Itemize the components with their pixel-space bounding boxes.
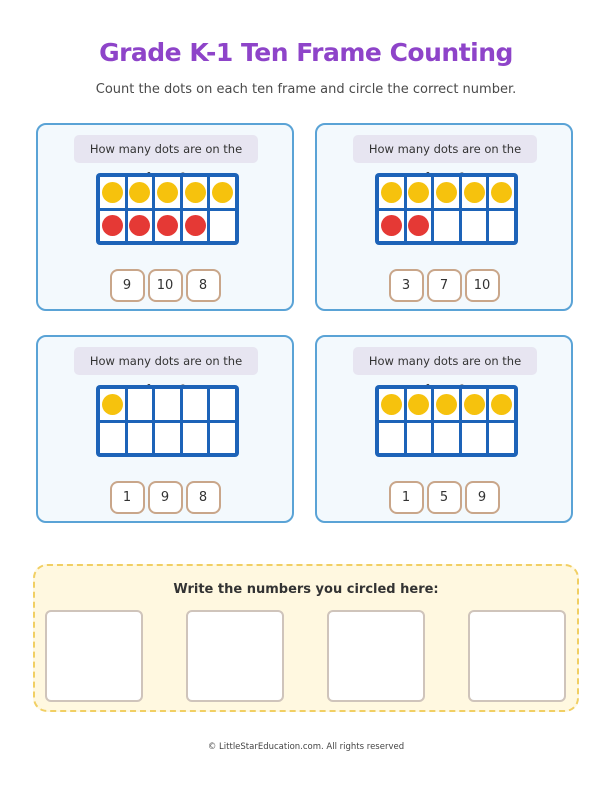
answer-choice[interactable]: 1 [389,481,424,514]
yellow-dot [102,394,123,415]
yellow-dot [381,394,402,415]
answer-choices [38,481,292,514]
yellow-dot [464,394,485,415]
ten-frame-cell [379,177,404,208]
yellow-dot [464,182,485,203]
red-dot [185,215,206,236]
ten-frame-cell [155,423,180,454]
answer-choice[interactable]: 3 [389,269,424,302]
yellow-dot [185,182,206,203]
ten-frame [375,173,518,245]
yellow-dot [212,182,233,203]
yellow-dot [491,182,512,203]
ten-frame-cell [462,423,487,454]
yellow-dot [436,394,457,415]
ten-frame-cell [128,389,153,420]
problem-card [36,335,294,523]
ten-frame-cell [183,211,208,242]
ten-frame-cell [434,389,459,420]
answer-slot-2[interactable] [186,610,284,702]
yellow-dot [436,182,457,203]
red-dot [381,215,402,236]
answer-choice[interactable]: 1 [110,481,145,514]
ten-frame-cell [407,423,432,454]
answer-choice[interactable]: 9 [465,481,500,514]
ten-frame-cell [407,211,432,242]
ten-frame [375,385,518,457]
ten-frame-cell [434,211,459,242]
ten-frame-cell [100,423,125,454]
red-dot [408,215,429,236]
ten-frame [96,385,239,457]
answer-section [33,564,579,712]
red-dot [157,215,178,236]
answer-choice[interactable]: 10 [465,269,500,302]
answer-slot-3[interactable] [327,610,425,702]
yellow-dot [491,394,512,415]
ten-frame-cell [155,389,180,420]
answer-choice[interactable]: 7 [427,269,462,302]
problem-card [315,335,573,523]
ten-frame-cell [434,177,459,208]
ten-frame-cell [462,177,487,208]
yellow-dot [381,182,402,203]
problem-question: How many dots are on the [74,347,258,375]
ten-frame-cell [210,211,235,242]
ten-frame-cell [128,177,153,208]
red-dot [102,215,123,236]
red-dot [129,215,150,236]
ten-frame-cell [100,177,125,208]
ten-frame-cell [489,423,514,454]
answer-choice[interactable]: 9 [110,269,145,302]
ten-frame [96,173,239,245]
page-subtitle: Count the dots on each ten frame and circle the correct number. [95,82,517,97]
yellow-dot [157,182,178,203]
answer-choices [317,269,571,302]
problem-card [36,123,294,311]
ten-frame-cell [210,423,235,454]
ten-frame-cell [489,389,514,420]
page-title: Grade K-1 Ten Frame Counting [99,38,513,67]
ten-frame-cell [155,211,180,242]
answer-choice[interactable]: 5 [427,481,462,514]
yellow-dot [129,182,150,203]
ten-frame-cell [379,423,404,454]
problem-question: How many dots are on the [353,135,537,163]
ten-frame-cell [407,389,432,420]
footer-copyright: © LittleStarEducation.com. All rights reserved [207,742,405,752]
ten-frame-cell [210,389,235,420]
ten-frame-cell [434,423,459,454]
answer-slot-4[interactable] [468,610,566,702]
problem-card [315,123,573,311]
answer-section-title: Write the numbers you circled here: [173,582,439,597]
answer-choice[interactable]: 8 [186,481,221,514]
answer-choices [317,481,571,514]
ten-frame-cell [462,211,487,242]
ten-frame-cell [100,211,125,242]
ten-frame-cell [489,211,514,242]
ten-frame-cell [155,177,180,208]
ten-frame-cell [183,389,208,420]
ten-frame-cell [210,177,235,208]
ten-frame-cell [379,389,404,420]
ten-frame-cell [379,211,404,242]
problem-question: How many dots are on the [74,135,258,163]
ten-frame-cell [407,177,432,208]
ten-frame-cell [100,389,125,420]
answer-choice[interactable]: 10 [148,269,183,302]
yellow-dot [102,182,123,203]
ten-frame-cell [489,177,514,208]
ten-frame-cell [183,177,208,208]
ten-frame-cell [462,389,487,420]
ten-frame-cell [128,423,153,454]
yellow-dot [408,394,429,415]
answer-slot-1[interactable] [45,610,143,702]
yellow-dot [408,182,429,203]
problem-question: How many dots are on the [353,347,537,375]
answer-choices [38,269,292,302]
answer-choice[interactable]: 9 [148,481,183,514]
ten-frame-cell [128,211,153,242]
answer-choice[interactable]: 8 [186,269,221,302]
ten-frame-cell [183,423,208,454]
